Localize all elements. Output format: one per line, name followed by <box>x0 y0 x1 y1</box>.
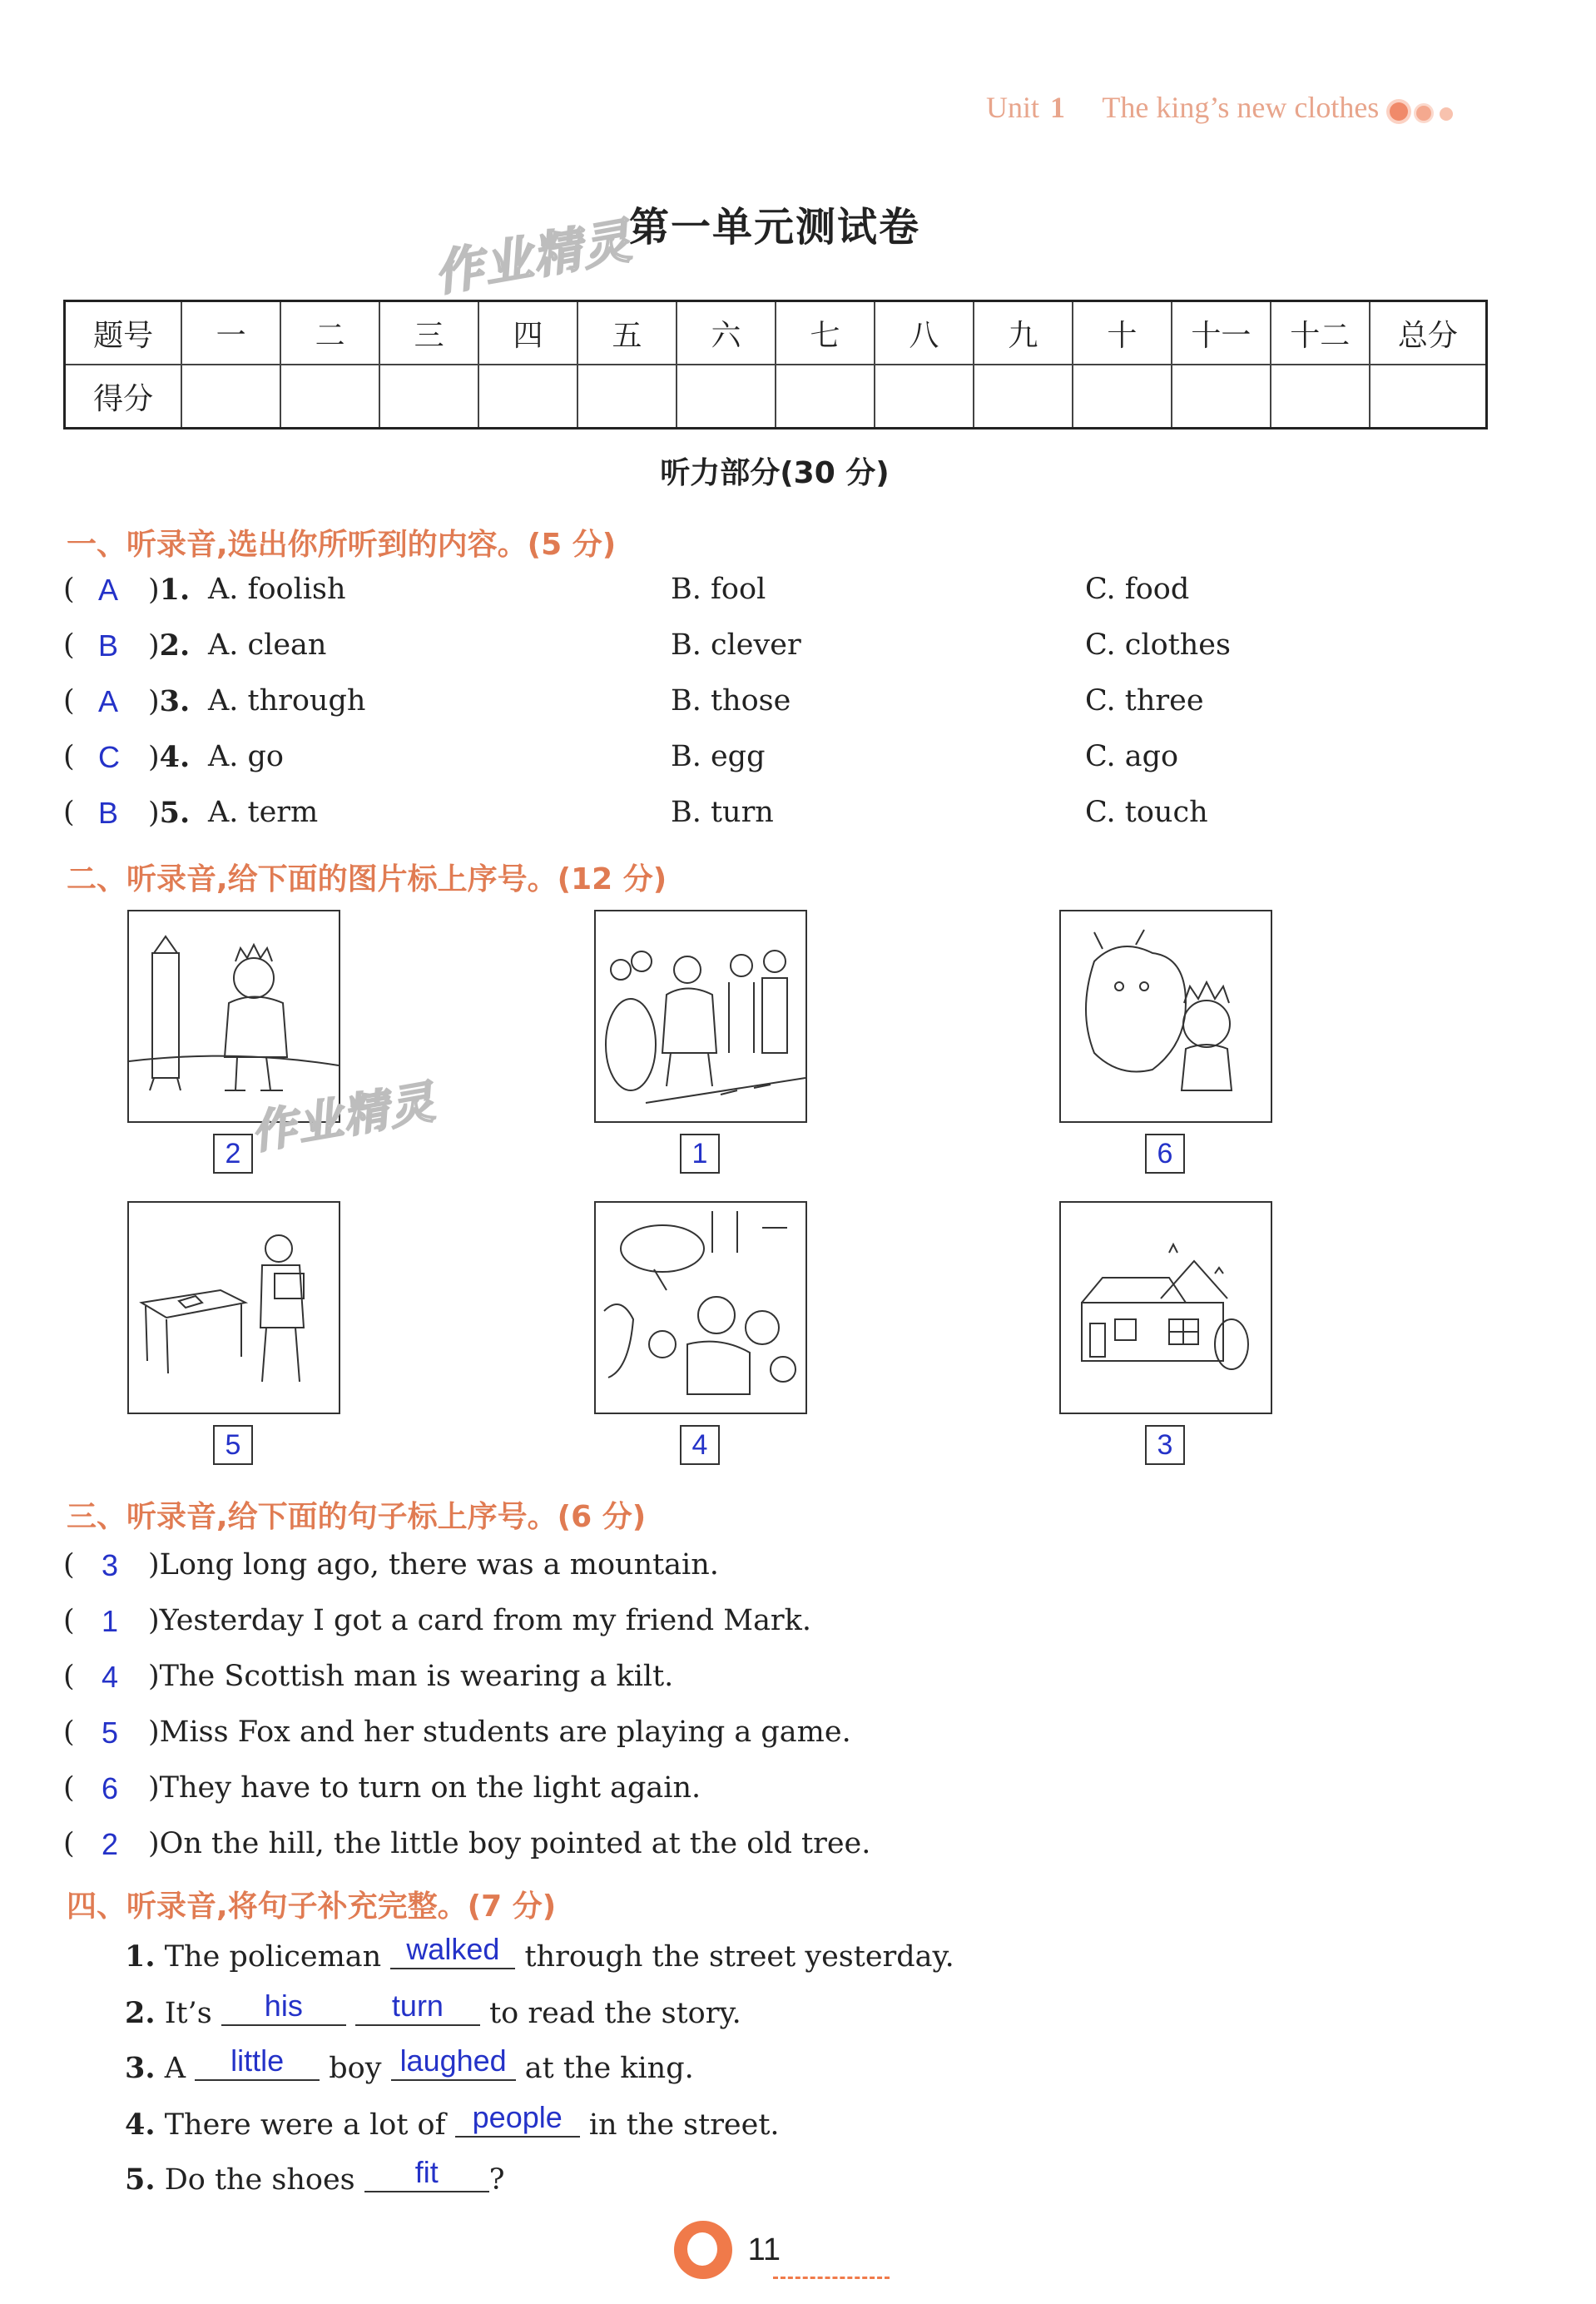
page-title: 第一单元测试卷 <box>628 204 920 251</box>
unit-word: Unit <box>986 91 1040 124</box>
option-c: C. touch <box>1085 796 1208 829</box>
option-a: A. foolish <box>208 573 346 606</box>
decor-dots <box>1390 93 1461 128</box>
score-input-cell[interactable] <box>1172 365 1271 429</box>
option-a: A. term <box>208 796 319 829</box>
question-item: ( A )1. A. foolish B. fool C. food <box>63 573 1190 607</box>
sentence-order-answer: 5 <box>102 1716 119 1750</box>
picture-label-3: 6 <box>1145 1134 1185 1174</box>
score-header-cell: 题号 <box>65 301 182 365</box>
unit-number: 1 <box>1050 91 1066 124</box>
answer-little: little <box>195 2046 320 2081</box>
score-input-cell[interactable] <box>776 365 875 429</box>
page-number-underline <box>773 2277 890 2279</box>
score-input-cell[interactable] <box>1073 365 1172 429</box>
option-a: A. go <box>208 740 285 773</box>
unit-header <box>986 90 1461 128</box>
sentence-item: ( 3 )Long long ago, there was a mountain. <box>63 1548 719 1582</box>
option-c: C. clothes <box>1085 628 1231 662</box>
score-header-cell: 八 <box>875 301 974 365</box>
sentence-text: )The Scottish man is wearing a kilt. <box>148 1660 674 1693</box>
score-input-cell[interactable] <box>1271 365 1370 429</box>
option-a: A. clean <box>208 628 327 662</box>
question-item: ( B )2. A. clean B. clever C. clothes <box>63 628 1231 663</box>
score-header-cell: 十 <box>1073 301 1172 365</box>
score-header-cell: 总分 <box>1370 301 1487 365</box>
score-input-cell[interactable] <box>1370 365 1487 429</box>
score-header-cell: 十一 <box>1172 301 1271 365</box>
question-item: ( B )5. A. term B. turn C. touch <box>63 796 1208 830</box>
option-b: B. fool <box>671 573 766 606</box>
answer-turn: turn <box>355 1991 480 2026</box>
sentence-order-answer: 4 <box>102 1660 119 1694</box>
listening-heading: 听力部分(30 分) <box>660 456 890 490</box>
option-c: C. ago <box>1085 740 1179 773</box>
answer-people: people <box>455 2103 580 2138</box>
picture-label-1: 2 <box>213 1134 253 1174</box>
score-header-cell: 六 <box>677 301 776 365</box>
score-row-label: 得分 <box>65 365 182 429</box>
score-table-score-row <box>65 365 1487 429</box>
score-header-cell: 九 <box>974 301 1073 365</box>
sentence-item: ( 1 )Yesterday I got a card from my friend Mark. <box>63 1604 812 1638</box>
sentence-item: ( 5 )Miss Fox and her students are playing a game. <box>63 1716 851 1750</box>
page-number: 11 <box>674 2221 890 2279</box>
house-picture <box>1059 1201 1272 1414</box>
sentence-text: )On the hill, the little boy pointed at the old tree. <box>148 1827 871 1860</box>
answer-fit: fit <box>364 2158 489 2192</box>
fill-sentence-4: 4. There were a lot of people in the street. <box>125 2100 780 2142</box>
sentence-item: ( 2 )On the hill, the little boy pointed at the old tree. <box>63 1827 871 1861</box>
option-b: B. egg <box>671 740 766 773</box>
picture-label-2: 1 <box>680 1134 720 1174</box>
question-item: ( C )4. A. go B. egg C. ago <box>63 740 1179 774</box>
score-input-cell[interactable] <box>677 365 776 429</box>
sentence-order-answer: 6 <box>102 1771 119 1805</box>
option-b: B. those <box>671 684 791 718</box>
score-input-cell[interactable] <box>181 365 280 429</box>
sentence-text: )Long long ago, there was a mountain. <box>148 1548 719 1582</box>
score-table <box>63 300 1488 430</box>
score-header-cell: 三 <box>379 301 478 365</box>
answer-choice: A <box>98 684 119 718</box>
option-c: C. three <box>1085 684 1204 718</box>
score-header-cell: 五 <box>577 301 677 365</box>
score-header-cell: 二 <box>280 301 379 365</box>
beast-prince-picture <box>1059 910 1272 1123</box>
picture-label-4: 5 <box>213 1425 253 1465</box>
fill-sentence-1: 1. The policeman walked through the street yesterday. <box>125 1932 954 1974</box>
fill-sentence-3: 3. A little boy laughed at the king. <box>125 2043 694 2085</box>
crowd-street-picture <box>594 910 807 1123</box>
option-b: B. turn <box>671 796 774 829</box>
sentence-item: ( 4 )The Scottish man is wearing a kilt. <box>63 1660 674 1694</box>
question-item: ( A )3. A. through B. those C. three <box>63 684 1204 718</box>
score-header-cell: 七 <box>776 301 875 365</box>
mascot-logo-icon <box>674 2221 732 2279</box>
answer-walked: walked <box>390 1934 515 1969</box>
section2-heading: 二、听录音,给下面的图片标上序号。(12 分) <box>67 862 667 896</box>
score-input-cell[interactable] <box>379 365 478 429</box>
option-a: A. through <box>208 684 366 718</box>
score-input-cell[interactable] <box>974 365 1073 429</box>
score-input-cell[interactable] <box>280 365 379 429</box>
lesson-title: The king’s new clothes <box>1102 91 1380 124</box>
sentence-text: )Miss Fox and her students are playing a game. <box>148 1716 851 1749</box>
answer-choice: B <box>98 796 119 830</box>
section4-heading: 四、听录音,将句子补充完整。(7 分) <box>67 1889 557 1924</box>
picture-label-5: 4 <box>680 1425 720 1465</box>
watermark-2: 作业精灵 <box>246 1075 440 1159</box>
option-c: C. food <box>1085 573 1190 606</box>
sentence-text: )Yesterday I got a card from my friend Mark. <box>148 1604 812 1637</box>
answer-choice: A <box>98 573 119 607</box>
section1-heading: 一、听录音,选出你所听到的内容。(5 分) <box>67 528 617 562</box>
answer-his: his <box>221 1991 346 2026</box>
option-b: B. clever <box>671 628 801 662</box>
fill-sentence-2: 2. It’s his turn to read the story. <box>125 1989 741 2030</box>
sentence-item: ( 6 )They have to turn on the light again. <box>63 1771 701 1805</box>
picture-label-6: 3 <box>1145 1425 1185 1465</box>
man-package-picture <box>127 1201 340 1414</box>
sentence-order-answer: 1 <box>102 1604 119 1638</box>
sentence-order-answer: 2 <box>102 1827 119 1861</box>
fill-sentence-5: 5. Do the shoes fit ? <box>125 2155 505 2197</box>
section3-heading: 三、听录音,给下面的句子标上序号。(6 分) <box>67 1500 647 1534</box>
score-table-header-row <box>65 301 1487 365</box>
sentence-text: )They have to turn on the light again. <box>148 1771 701 1805</box>
answer-choice: C <box>98 740 120 774</box>
answer-laughed: laughed <box>391 2046 516 2081</box>
score-input-cell[interactable] <box>577 365 677 429</box>
score-input-cell[interactable] <box>875 365 974 429</box>
score-header-cell: 一 <box>181 301 280 365</box>
score-input-cell[interactable] <box>478 365 577 429</box>
animals-talking-picture <box>594 1201 807 1414</box>
sentence-order-answer: 3 <box>102 1548 119 1582</box>
score-header-cell: 十二 <box>1271 301 1370 365</box>
score-header-cell: 四 <box>478 301 577 365</box>
answer-choice: B <box>98 628 119 663</box>
watermark: 作业精灵 <box>429 211 637 303</box>
